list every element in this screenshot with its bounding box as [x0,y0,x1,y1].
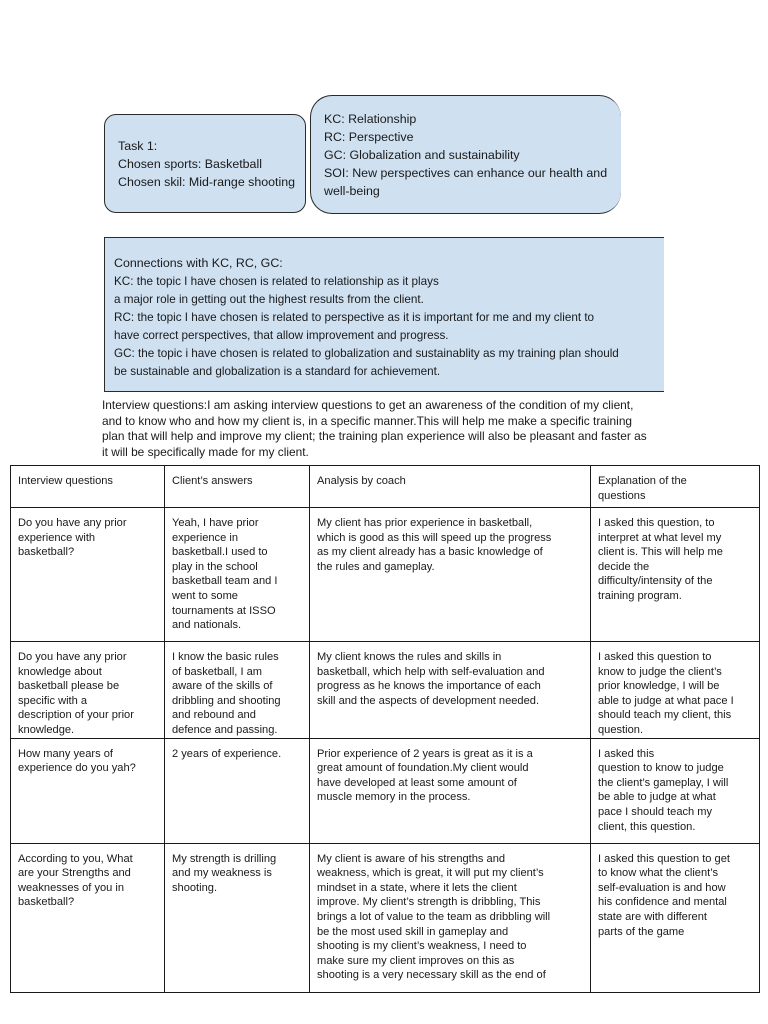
connection-line: be sustainable and globalization is a standard for achievement. [114,365,441,378]
concept-line: KC: Relationship [324,112,417,126]
header-explanation: Explanation of the questions [591,466,760,508]
concept-line: RC: Perspective [324,130,414,144]
explanation-cell: I asked this question to get to know what the client’s self-evaluation is and how his confidence and mental state are with different parts of the game [591,843,760,992]
interview-intro [102,398,714,460]
connection-line: GC: the topic i have chosen is related to globalization and sustainablity as my training plan should [114,347,619,360]
connections-box [104,237,664,392]
concept-line: GC: Globalization and sustainability [324,148,520,162]
concepts-box [310,95,621,214]
header-interview-questions: Interview questions [11,466,165,508]
table-row [11,642,760,739]
question-cell: Do you have any prior experience with basketball? [11,508,165,642]
connection-line: a major role in getting out the highest results from the client. [114,293,424,306]
question-cell: Do you have any prior knowledge about basketball please be specific with a description of your prior knowledge. [11,642,165,739]
analysis-cell: My client is aware of his strengths and weakness, which is great, it will put my client’s mindset in a state, where it lets the client improve. My client’s strength is dribbling, This brings a lot of value to the team as dribbling will be the most used skill in gameplay and shooting is my client’s weakness, I need to make sure my client improves on this as shooting is a very necessary skill as the end of [310,843,591,992]
concept-line: well-being [324,184,380,198]
analysis-cell: My client has prior experience in basketball, which is good as this will speed up the progress as my client already has a basic knowledge of the rules and gameplay. [310,508,591,642]
table-row [11,843,760,992]
explanation-cell: I asked this question to know to judge the client’s gameplay, I will be able to judge at what pace I should teach my client, this question. [591,738,760,843]
intro-line: plan that will help and improve my client; the training plan experience will also be pleasant and faster as [102,429,647,444]
interview-table [10,465,760,993]
explanation-cell: I asked this question, to interpret at what level my client is. This will help me decide the difficulty/intensity of the training program. [591,508,760,642]
task-line: Chosen skil: Mid-range shooting [118,175,296,189]
concept-line: SOI: New perspectives can enhance our health and [324,166,608,180]
explanation-cell: I asked this question to know to judge the client’s prior knowledge, I will be able to judge at what pace I should teach my client, this question. [591,642,760,739]
connection-line: KC: the topic I have chosen is related to relationship as it plays [114,275,439,288]
answer-cell: My strength is drilling and my weakness is shooting. [165,843,310,992]
intro-line: and to know who and how my client is, in a specific manner.This will help me make a specific training [102,413,633,428]
table-row [11,738,760,843]
answer-cell: 2 years of experience. [165,738,310,843]
connection-line: RC: the topic I have chosen is related to perspective as it is important for me and my client to [114,311,595,324]
header-clients-answers: Client’s answers [165,466,310,508]
answer-cell: I know the basic rules of basketball, I am aware of the skills of dribbling and shooting and rebound and defence and passing. [165,642,310,739]
task-line: Task 1: [118,139,158,153]
task-line: Chosen sports: Basketball [118,157,262,171]
header-analysis-by-coach: Analysis by coach [310,466,591,508]
intro-line: it will be specifically made for my client. [102,444,309,459]
connection-line: have correct perspectives, that allow improvement and progress. [114,329,449,342]
intro-line: Interview questions:I am asking interview questions to get an awareness of the condition of my client, [102,398,634,412]
table-header-row [11,466,760,508]
table-row [11,508,760,642]
analysis-cell: Prior experience of 2 years is great as it is a great amount of foundation.My client would have developed at least some amount of muscle memory in the process. [310,738,591,843]
task-box [104,114,306,213]
answer-cell: Yeah, I have prior experience in basketball.I used to play in the school basketball team and I went to some tournaments at ISSO and nationals. [165,508,310,642]
question-cell: According to you, What are your Strengths and weaknesses of you in basketball? [11,843,165,992]
connections-title: Connections with KC, RC, GC: [114,256,283,270]
question-cell: How many years of experience do you yah? [11,738,165,843]
analysis-cell: My client knows the rules and skills in basketball, which help with self-evaluation and progress as he knows the importance of each skill and the aspects of development needed. [310,642,591,739]
